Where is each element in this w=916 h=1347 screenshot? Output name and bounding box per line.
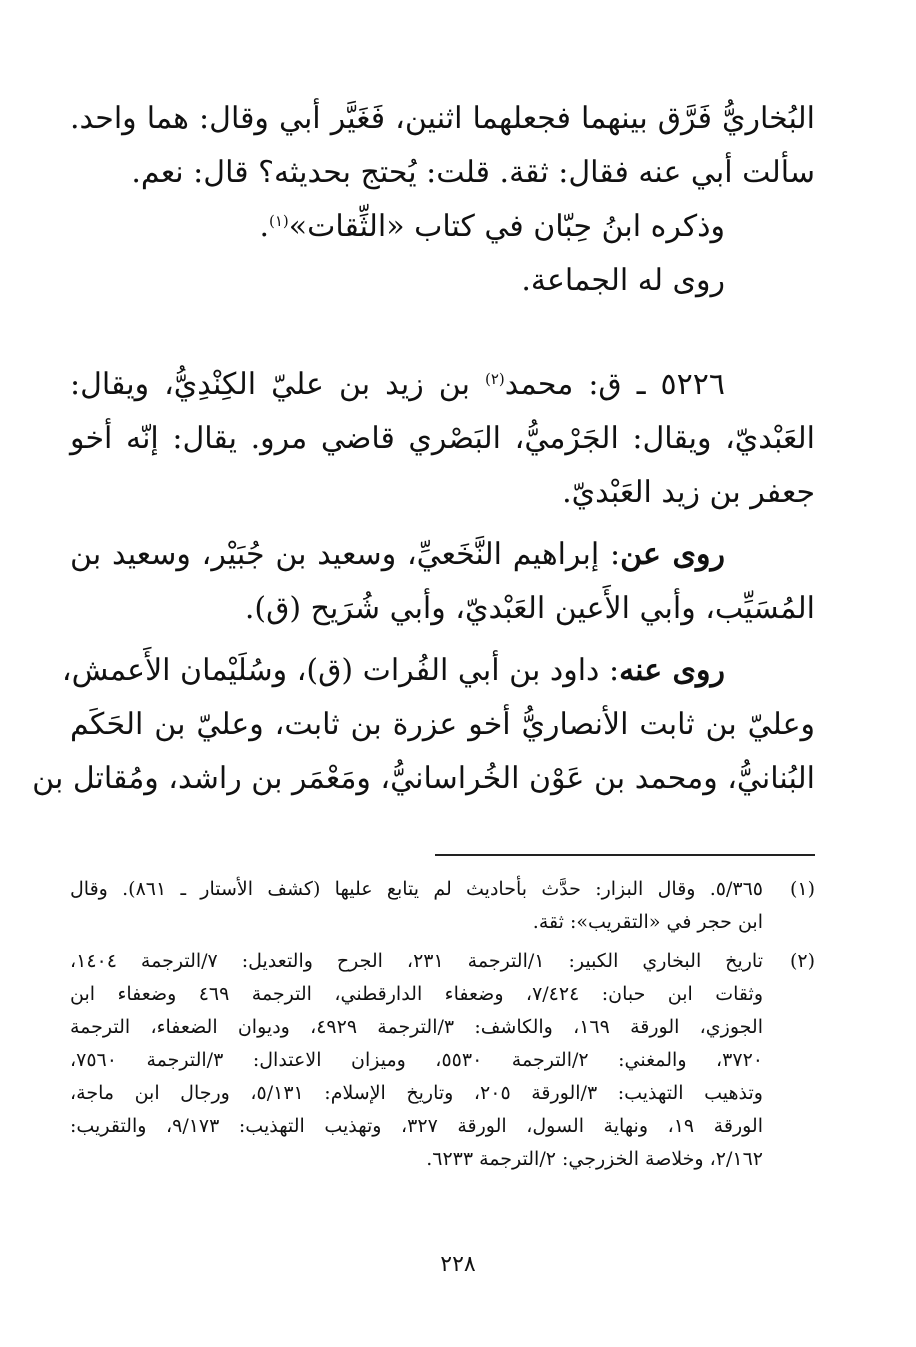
- footnote-line: ٥/٣٦٥. وقال البزار: حدَّث بأحاديث لم يتابع عليها (كشف الأستار ـ ٨٦١). وقال: [70, 878, 764, 900]
- footnote-line: ابن حجر في «التقريب»: ثقة.: [532, 911, 763, 933]
- ibn-hibban-end: .: [259, 209, 269, 244]
- text-line: وعليّ بن ثابت الأنصاريُّ أخو عزرة بن ثابت، وعليّ بن الحَكَم: [70, 707, 815, 742]
- footnote-separator: [435, 854, 815, 856]
- footnote-line: ٣٧٢٠، والمغني: ٢/الترجمة ٥٥٣٠، وميزان الاعتدال: ٣/الترجمة ٧٥٦٠،: [70, 1049, 763, 1071]
- narrated-by-label: روى عنه: [619, 653, 725, 688]
- ibn-hibban-text: وذكره ابنُ حِبّان في كتاب «الثِّقات»: [288, 209, 725, 244]
- footnote-number: (٢): [789, 950, 815, 972]
- ibn-hibban-line: [70, 200, 815, 254]
- footnote-line: وثقات ابن حبان: ٧/٤٢٤، وضعفاء الدارقطني، الترجمة ٤٦٩ وضعفاء ابن: [70, 983, 763, 1005]
- main-text: [32, 92, 815, 806]
- footnote-line: تاريخ البخاري الكبير: ١/الترجمة ٢٣١، الجرح والتعديل: ٧/الترجمة ١٤٠٤،: [70, 950, 763, 972]
- footnote-line: الورقة ١٩، ونهاية السول، الورقة ٣٢٧، وتهذيب التهذيب: ٩/١٧٣، والتقريب:: [70, 1115, 764, 1137]
- footnote-ref-2[interactable]: (٢): [485, 370, 505, 388]
- entry-heading-rest: بن زيد بن عليّ الكِنْدِيُّ، ويقال:: [70, 367, 485, 402]
- footnotes: [70, 873, 815, 1176]
- entry-spacer: [70, 308, 815, 358]
- footnote-line: وتذهيب التهذيب: ٣/الورقة ٢٠٥، وتاريخ الإسلام: ٥/١٣١، ورجال ابن ماجة،: [70, 1082, 763, 1104]
- footnote-number: (١): [789, 878, 815, 900]
- text-line: العَبْديّ، ويقال: الجَرْميُّ، البَصْري قاضي مرو. يقال: إنّه أخو: [70, 421, 815, 456]
- narrated-by-line: [61, 644, 815, 698]
- text-line: سألت أبي عنه فقال: ثقة. قلت: يُحتج بحديثه؟ قال: نعم.: [131, 155, 815, 190]
- page-number: ٢٢٨: [440, 1252, 476, 1277]
- narrated-from-rest: : إبراهيم النَّخَعيِّ، وسعيد بن جُبَيْر، وسعيد بن: [70, 537, 621, 572]
- riwaya-line: روى له الجماعة.: [521, 263, 725, 298]
- footnote-line: الجوزي، الورقة ١٦٩، والكاشف: ٣/الترجمة ٤٩٢٩، وديوان الضعفاء، الترجمة: [70, 1016, 763, 1038]
- text-line: جعفر بن زيد العَبْديّ.: [562, 475, 815, 510]
- text-line: البُنانيُّ، ومحمد بن عَوْن الخُراسانيُّ، ومَعْمَر بن راشد، ومُقاتل بن: [32, 761, 815, 796]
- footnote-2: [70, 945, 815, 1176]
- footnote-ref-1[interactable]: (١): [268, 212, 289, 230]
- narrated-from-line: [70, 528, 815, 582]
- entry-number: ٥٢٢٦ ـ ق: محمد: [504, 367, 725, 402]
- paragraph-spacer: [70, 520, 815, 528]
- footnote-line: ٢/١٦٢، وخلاصة الخزرجي: ٢/الترجمة ٦٢٣٣.: [426, 1148, 763, 1170]
- narrated-from-label: روى عن: [620, 537, 725, 572]
- footnote-1: [70, 873, 815, 939]
- paragraph-spacer: [70, 636, 815, 644]
- text-line: البُخاريُّ فَرَّق بينهما فجعلهما اثنين، فَغَيَّر أبي وقال: هما واحد.: [70, 101, 815, 136]
- narrated-by-rest: : داود بن أبي الفُرات (ق)، وسُلَيْمان الأَعمش،: [61, 653, 620, 688]
- text-line: المُسَيِّب، وأبي الأَعين العَبْديّ، وأبي شُرَيح (ق).: [244, 591, 815, 626]
- entry-heading-line: [70, 358, 815, 412]
